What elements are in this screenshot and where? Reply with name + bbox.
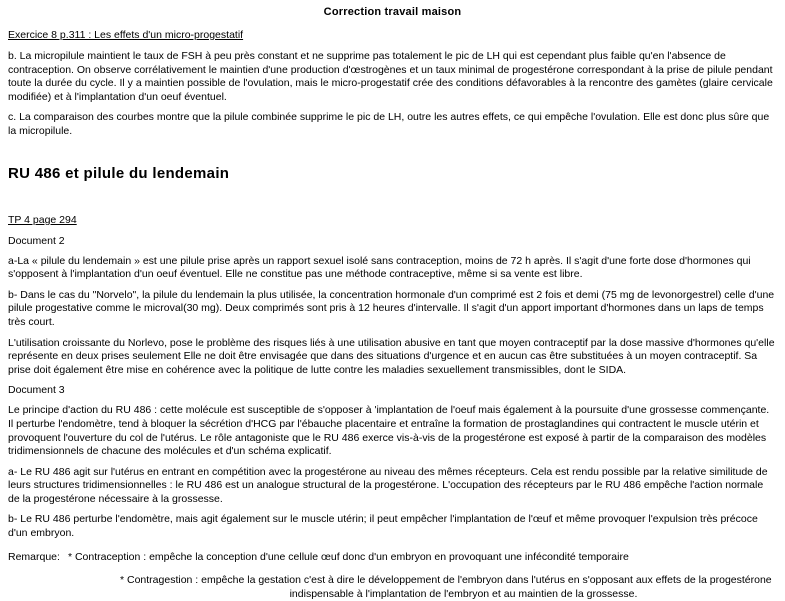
tp-heading: TP 4 page 294 bbox=[8, 213, 77, 226]
remark-label: Remarque: bbox=[8, 550, 60, 563]
document-page bbox=[0, 5, 785, 600]
doc3-paragraph-b: b- Le RU 486 perturbe l'endomètre, mais agit également sur le muscle utérin; il peut empêcher l'implantation de l'œuf et même provoquer l'expulsion très précoce d'un embryon. bbox=[8, 513, 758, 540]
remark-contraception-text: * Contraception : empêche la conception d'une cellule œuf donc d'un embryon en provoquant une infécondité temporaire bbox=[67, 550, 629, 563]
document-2-label: Document 2 bbox=[8, 234, 65, 247]
answer-b-paragraph: b. La micropilule maintient le taux de FSH à peu près constant et ne supprime pas totalement le pic de LH qui est cependant plus faible qu'en l'absence de contraception. On observe corrélativement le maintien d'une production d'œstrogènes et un taux minimal de progestérone correspondant à la prise de pilule pendant toute la durée du cycle. Il y a maintien possible de l'ovulation, mais le micro-progestatif crée des conditions défavorables à la rencontre des gamètes (glaire cervicale modifiée) et à l'implantation d'un oeuf éventuel. bbox=[8, 50, 773, 103]
exercise-heading-wrapper bbox=[8, 19, 785, 43]
remark-row-contragestion bbox=[8, 574, 777, 601]
remark-contragestion-text: * Contragestion : empêche la gestation c'est à dire le développement de l'embryon dans l'utérus en s'opposant aux effets de la progestérone bbox=[120, 574, 772, 587]
remark-section bbox=[8, 551, 777, 601]
tp-heading-wrapper bbox=[8, 183, 785, 228]
document-3-label: Document 3 bbox=[8, 384, 65, 397]
section-title-ru486: RU 486 et pilule du lendemain bbox=[8, 164, 230, 182]
remark-contragestion-text-cont: indispensable à l'implantation de l'embryon et au maintien de la grossesse. bbox=[289, 587, 638, 600]
answer-c-paragraph: c. La comparaison des courbes montre que la pilule combinée supprime le pic de LH, outre les autres effets, ce qui empêche l'ovulation. Elle est donc plus sûre que la micropilule. bbox=[8, 111, 770, 137]
exercise-heading: Exercice 8 p.311 : Les effets d'un micro-progestatif bbox=[8, 29, 244, 41]
doc2-paragraph-c: L'utilisation croissante du Norlevo, pose le problème des risques liés à une utilisation abusive en tant que moyen contraceptif par la dose massive d'hormones qu'elle représente en deux prises seulement Elle ne doit être envisagée que dans des situations d'urgence et en aucun cas être substituées à un moyen contraceptif. Sa prise doit également être mise en cohérence avec la politique de lutte contre les maladies sexuellement transmissibles, dont le SIDA. bbox=[8, 336, 775, 376]
remark-row-contraception bbox=[8, 551, 777, 565]
doc2-paragraph-a: a-La « pilule du lendemain » est une pilule prise après un rapport sexuel isolé sans contraception, moins de 72 h après. Il s'agit d'une forte dose d'hormones qui s'opposent à l'implantation d'un oeuf éventuel. Elle ne constitue pas une méthode contraceptive, même si sa vente est libre. bbox=[8, 254, 751, 281]
page-title: Correction travail maison bbox=[323, 6, 462, 18]
doc2-paragraph-b: b- Dans le cas du "Norvelo", la pilule du lendemain la plus utilisée, la concentration hormonale d'un comprimé est 2 fois et demi (75 mg de levonorgestrel) celle d'une pilule progestative comme le microval(30 mg). Deux comprimés sont pris à 12 heures d'intervalle. Il s'agit d'un apport important d'hormones dans un laps de temps très court. bbox=[8, 288, 775, 328]
doc3-intro-paragraph: Le principe d'action du RU 486 : cette molécule est susceptible de s'opposer à 'implantation de l'oeuf mais également à la poursuite d'une grossesse commençante. Il perturbe l'endomètre, tend à bloquer la sécrétion d'HCG par l'ébauche placentaire et entraîne la formation de prostaglandines qui contractent le muscle utérin et provoquent l'ouverture du col de l'utérus. Le rôle antagoniste que le RU 486 exerce vis-à-vis de la progestérone est exposé à partir de la comparaison des modèles tridimensionnels de chacune des molécules et d'un schéma explicatif. bbox=[8, 404, 770, 458]
doc3-paragraph-a: a- Le RU 486 agit sur l'utérus en entrant en compétition avec la progestérone au niveau des mêmes récepteurs. Cela est rendu possible par la relative similitude de leurs structures tridimensionnelles : le RU 486 est un analogue structural de la progestérone. L'occupation des récepteurs par le RU 486 empêche l'action normale de la progestérone nécessaire à la grossesse. bbox=[8, 465, 768, 505]
